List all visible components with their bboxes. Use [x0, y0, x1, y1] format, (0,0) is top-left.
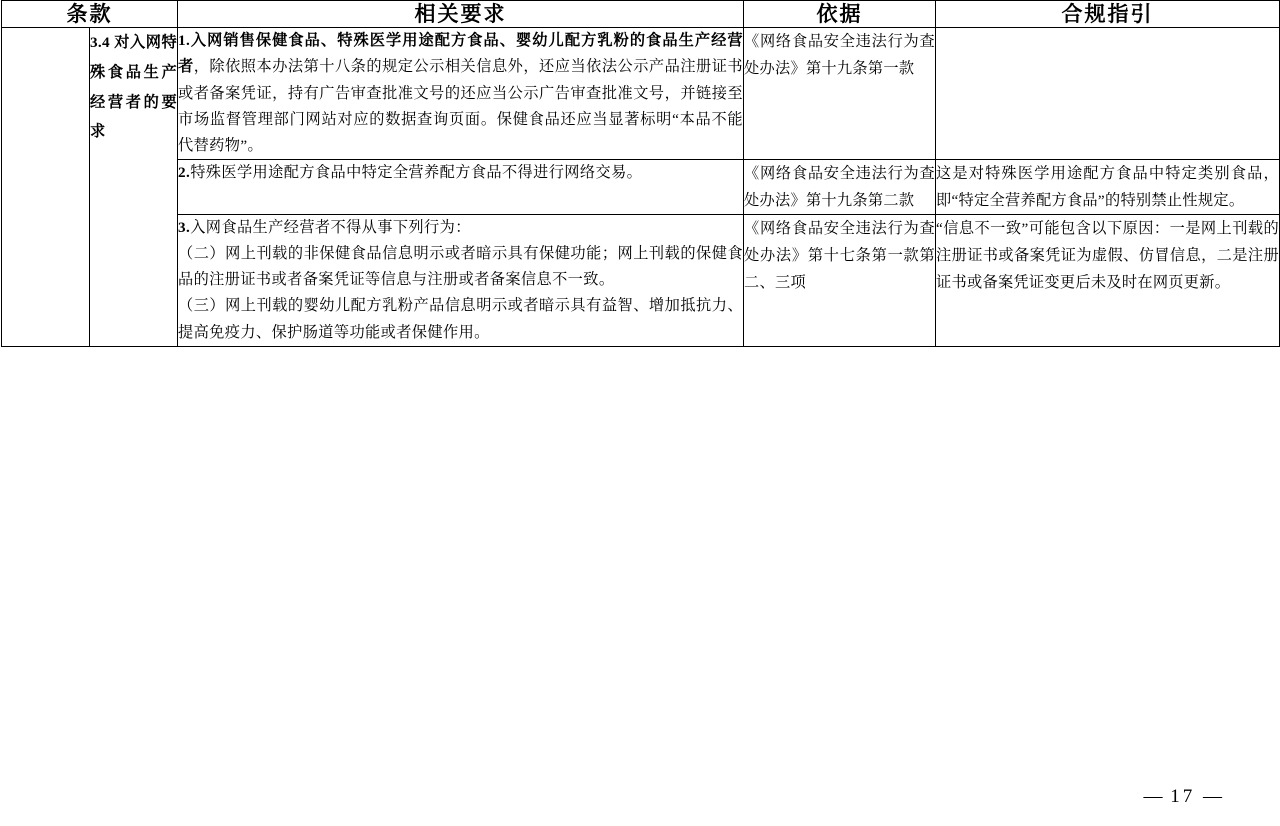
- footer-dash-right: —: [1203, 786, 1222, 807]
- table-row: [2, 215, 1280, 347]
- requirement-3-number: 3.: [178, 219, 191, 237]
- requirement-3-item-2: （二）网上刊载的非保健食品信息明示或者暗示具有保健功能；网上刊载的保健食品的注册证书或者备案凭证等信息与注册或者备案信息不一致。: [178, 245, 743, 289]
- requirement-1-rest: ，除依照本办法第十八条的规定公示相关信息外，还应当依法公示产品注册证书或者备案凭证，持有广告审查批准文号的还应当公示广告审查批准文号，并链接至市场监督管理部门网站对应的数据查询页面。保健食品还应当显著标明“本品不能代替药物”。: [178, 58, 743, 154]
- page-footer: [0, 786, 1280, 808]
- page-number: 17: [1170, 786, 1196, 807]
- basis-cell-1: 《网络食品安全违法行为查处办法》第十九条第一款: [744, 28, 936, 160]
- footer-dash-left: —: [1143, 786, 1163, 807]
- guidance-cell-1: [936, 28, 1280, 160]
- table-header-row: [2, 1, 1280, 28]
- table-row: [2, 159, 1280, 214]
- column-header-guidance: 合规指引: [936, 1, 1280, 28]
- requirement-cell-2: [178, 159, 744, 214]
- column-header-basis: 依据: [744, 1, 936, 28]
- guidance-cell-3: “信息不一致”可能包含以下原因：一是网上刊载的注册证书或备案凭证为虚假、仿冒信息，二是注册证书或备案凭证变更后未及时在网页更新。: [936, 215, 1280, 347]
- requirement-cell-1: [178, 28, 744, 160]
- requirement-3-item-3: （三）网上刊载的婴幼儿配方乳粉产品信息明示或者暗示具有益智、增加抵抗力、提高免疫力、保护肠道等功能或者保健作用。: [178, 297, 743, 341]
- column-header-clause: 条款: [2, 1, 178, 28]
- compliance-table: [1, 0, 1280, 347]
- clause-spacer-cell: [2, 28, 90, 347]
- basis-cell-2: 《网络食品安全违法行为查处办法》第十九条第二款: [744, 159, 936, 214]
- requirement-2-text: 特殊医学用途配方食品中特定全营养配方食品不得进行网络交易。: [190, 163, 643, 181]
- table-row: [2, 28, 1280, 160]
- clause-label-cell: [90, 28, 178, 347]
- clause-label-text: 3.4 对入网特殊食品生产经营者的要求: [90, 34, 177, 141]
- requirement-2-number: 2.: [178, 163, 191, 181]
- guidance-cell-2: 这是对特殊医学用途配方食品中特定类别食品，即“特定全营养配方食品”的特别禁止性规定。: [936, 159, 1280, 214]
- basis-cell-3: 《网络食品安全违法行为查处办法》第十七条第一款第二、三项: [744, 215, 936, 347]
- requirement-1-bold: 1.入网销售保健食品、特殊医学用途配方食品、婴幼儿配方乳粉的食品生产经营者: [178, 32, 743, 76]
- column-header-requirement: 相关要求: [178, 1, 744, 28]
- requirement-cell-3: [178, 215, 744, 347]
- requirement-3-text: 入网食品生产经营者不得从事下列行为：: [190, 219, 471, 237]
